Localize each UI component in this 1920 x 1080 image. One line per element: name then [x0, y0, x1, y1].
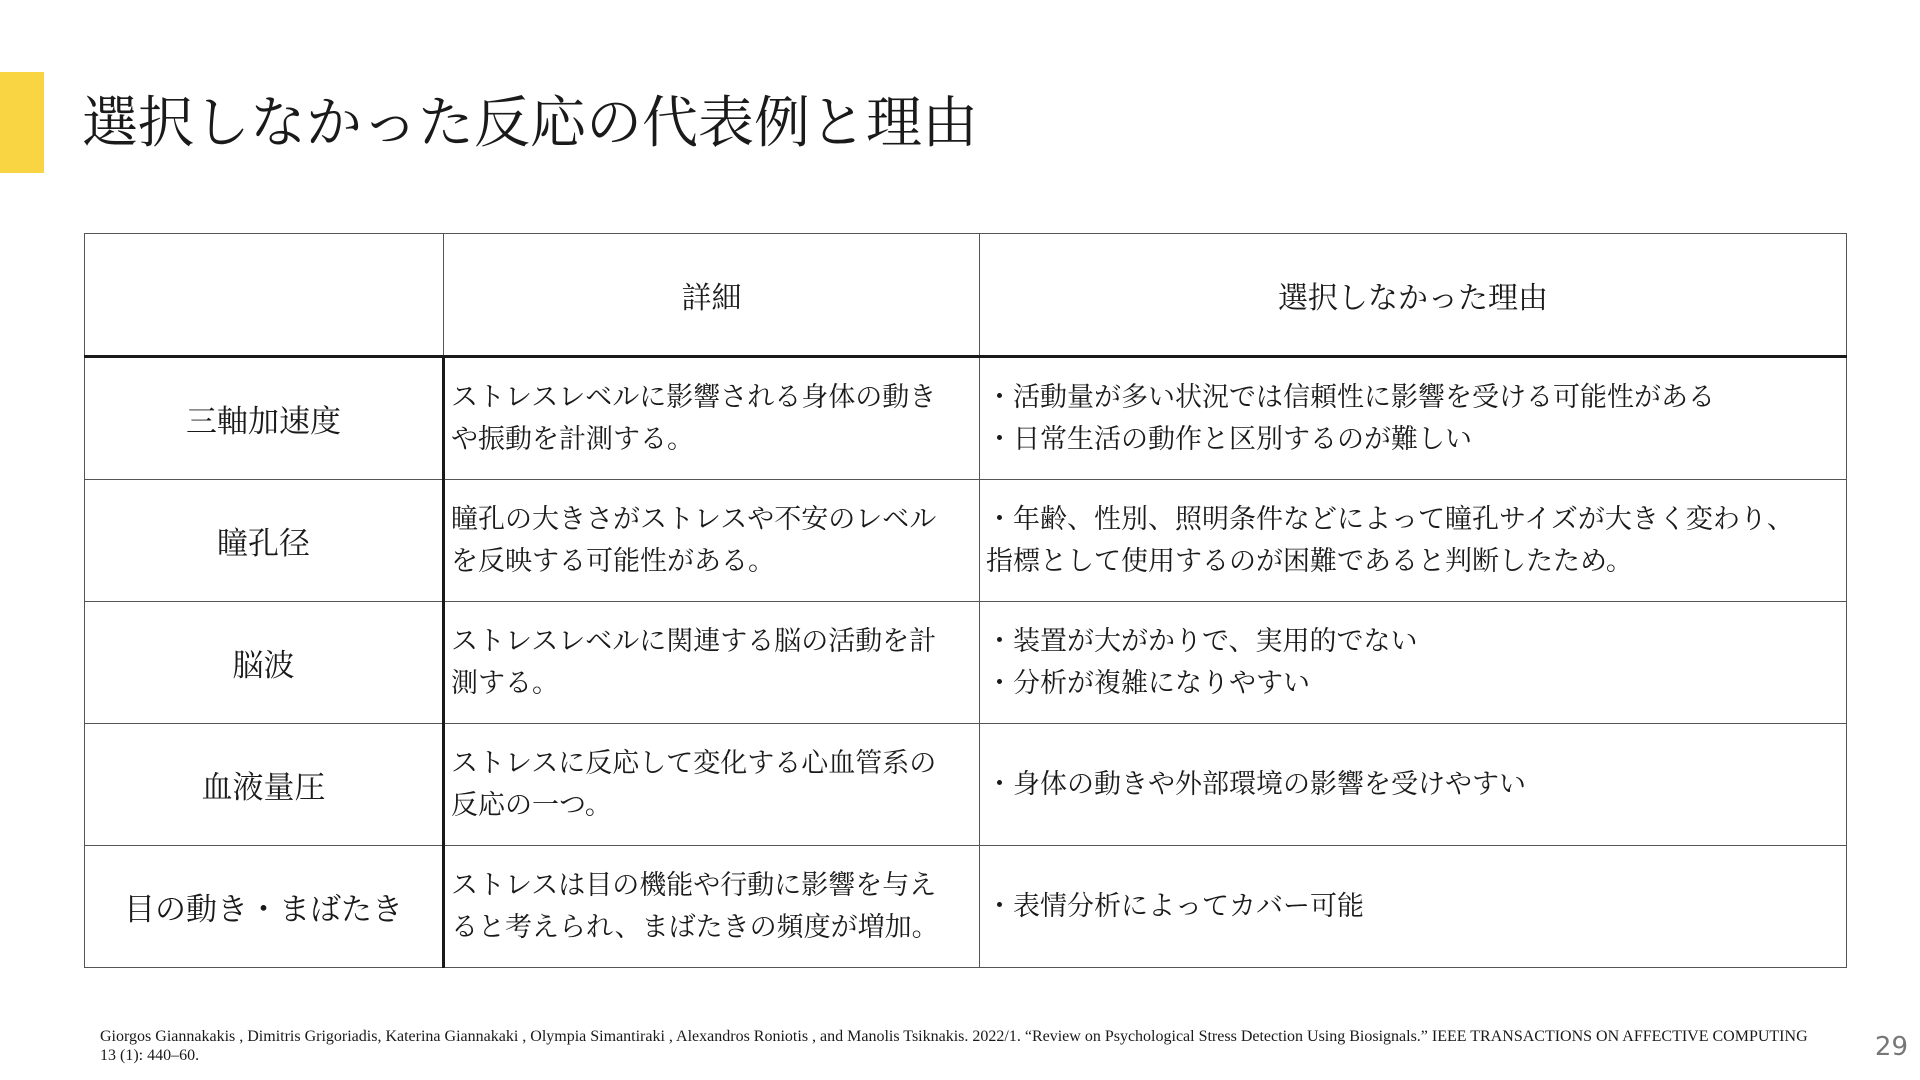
reason-line: ・装置が大がかりで、実用的でない [986, 625, 1418, 657]
table-row [85, 724, 1847, 846]
table-row [85, 357, 1847, 480]
row-label: 血液量圧 [85, 724, 444, 846]
detail-cell [444, 846, 980, 968]
reason-line: ・活動量が多い状況では信頼性に影響を受ける可能性がある [986, 381, 1715, 413]
page-number: 29 [1874, 1032, 1908, 1062]
reason-line: ・年齢、性別、照明条件などによって瞳孔サイズが大きく変わり、 [986, 503, 1794, 535]
table-row [85, 480, 1847, 602]
detail-line: ストレスは目の機能や行動に影響を与え [451, 869, 937, 901]
comparison-table [84, 233, 1847, 968]
header-cell-label [85, 234, 444, 357]
detail-line: 反応の一つ。 [451, 789, 612, 821]
reason-line: ・分析が複雑になりやすい [986, 667, 1310, 699]
table-header-row [85, 234, 1847, 357]
reason-cell [980, 357, 1847, 480]
detail-line: 測する。 [451, 667, 559, 699]
detail-line: ストレスレベルに関連する脳の活動を計 [451, 625, 937, 657]
header-cell-detail: 詳細 [444, 234, 980, 357]
row-label: 脳波 [85, 602, 444, 724]
detail-line: ストレスに反応して変化する心血管系の [451, 747, 937, 779]
reason-cell [980, 602, 1847, 724]
row-label: 瞳孔径 [85, 480, 444, 602]
header-cell-reason: 選択しなかった理由 [980, 234, 1847, 357]
citation: Giorgos Giannakakis , Dimitris Grigoriadis, Katerina Giannakaki , Olympia Simantiraki , Alexandros Roniotis , and Manolis Tsiknakis. 2022/1. “Review on Psychological Stress Detection Using Biosignals.” IEEE TRANSACTIONS ON AFFECTIVE COMPUTING 13 (1): 440–60. [100, 1028, 1808, 1064]
detail-line: を反映する可能性がある。 [451, 545, 775, 577]
detail-line: ストレスレベルに影響される身体の動き [451, 381, 937, 413]
detail-line: ると考えられ、まばたきの頻度が増加。 [451, 911, 939, 943]
detail-line: や振動を計測する。 [451, 423, 694, 455]
reason-line: 指標として使用するのが困難であると判断したため。 [986, 545, 1633, 577]
row-label: 目の動き・まばたき [85, 846, 444, 968]
detail-cell [444, 357, 980, 480]
reason-line: ・表情分析によってカバー可能 [986, 890, 1364, 922]
slide-title: 選択しなかった反応の代表例と理由 [82, 91, 978, 156]
table-row [85, 846, 1847, 968]
reason-cell [980, 724, 1847, 846]
table-row [85, 602, 1847, 724]
reason-line: ・身体の動きや外部環境の影響を受けやすい [986, 768, 1526, 800]
reason-cell [980, 480, 1847, 602]
detail-cell [444, 602, 980, 724]
reason-cell [980, 846, 1847, 968]
reason-line: ・日常生活の動作と区別するのが難しい [986, 423, 1472, 455]
title-accent-bar [0, 72, 44, 173]
detail-cell [444, 480, 980, 602]
row-label: 三軸加速度 [85, 357, 444, 480]
detail-cell [444, 724, 980, 846]
detail-line: 瞳孔の大きさがストレスや不安のレベル [451, 503, 937, 535]
